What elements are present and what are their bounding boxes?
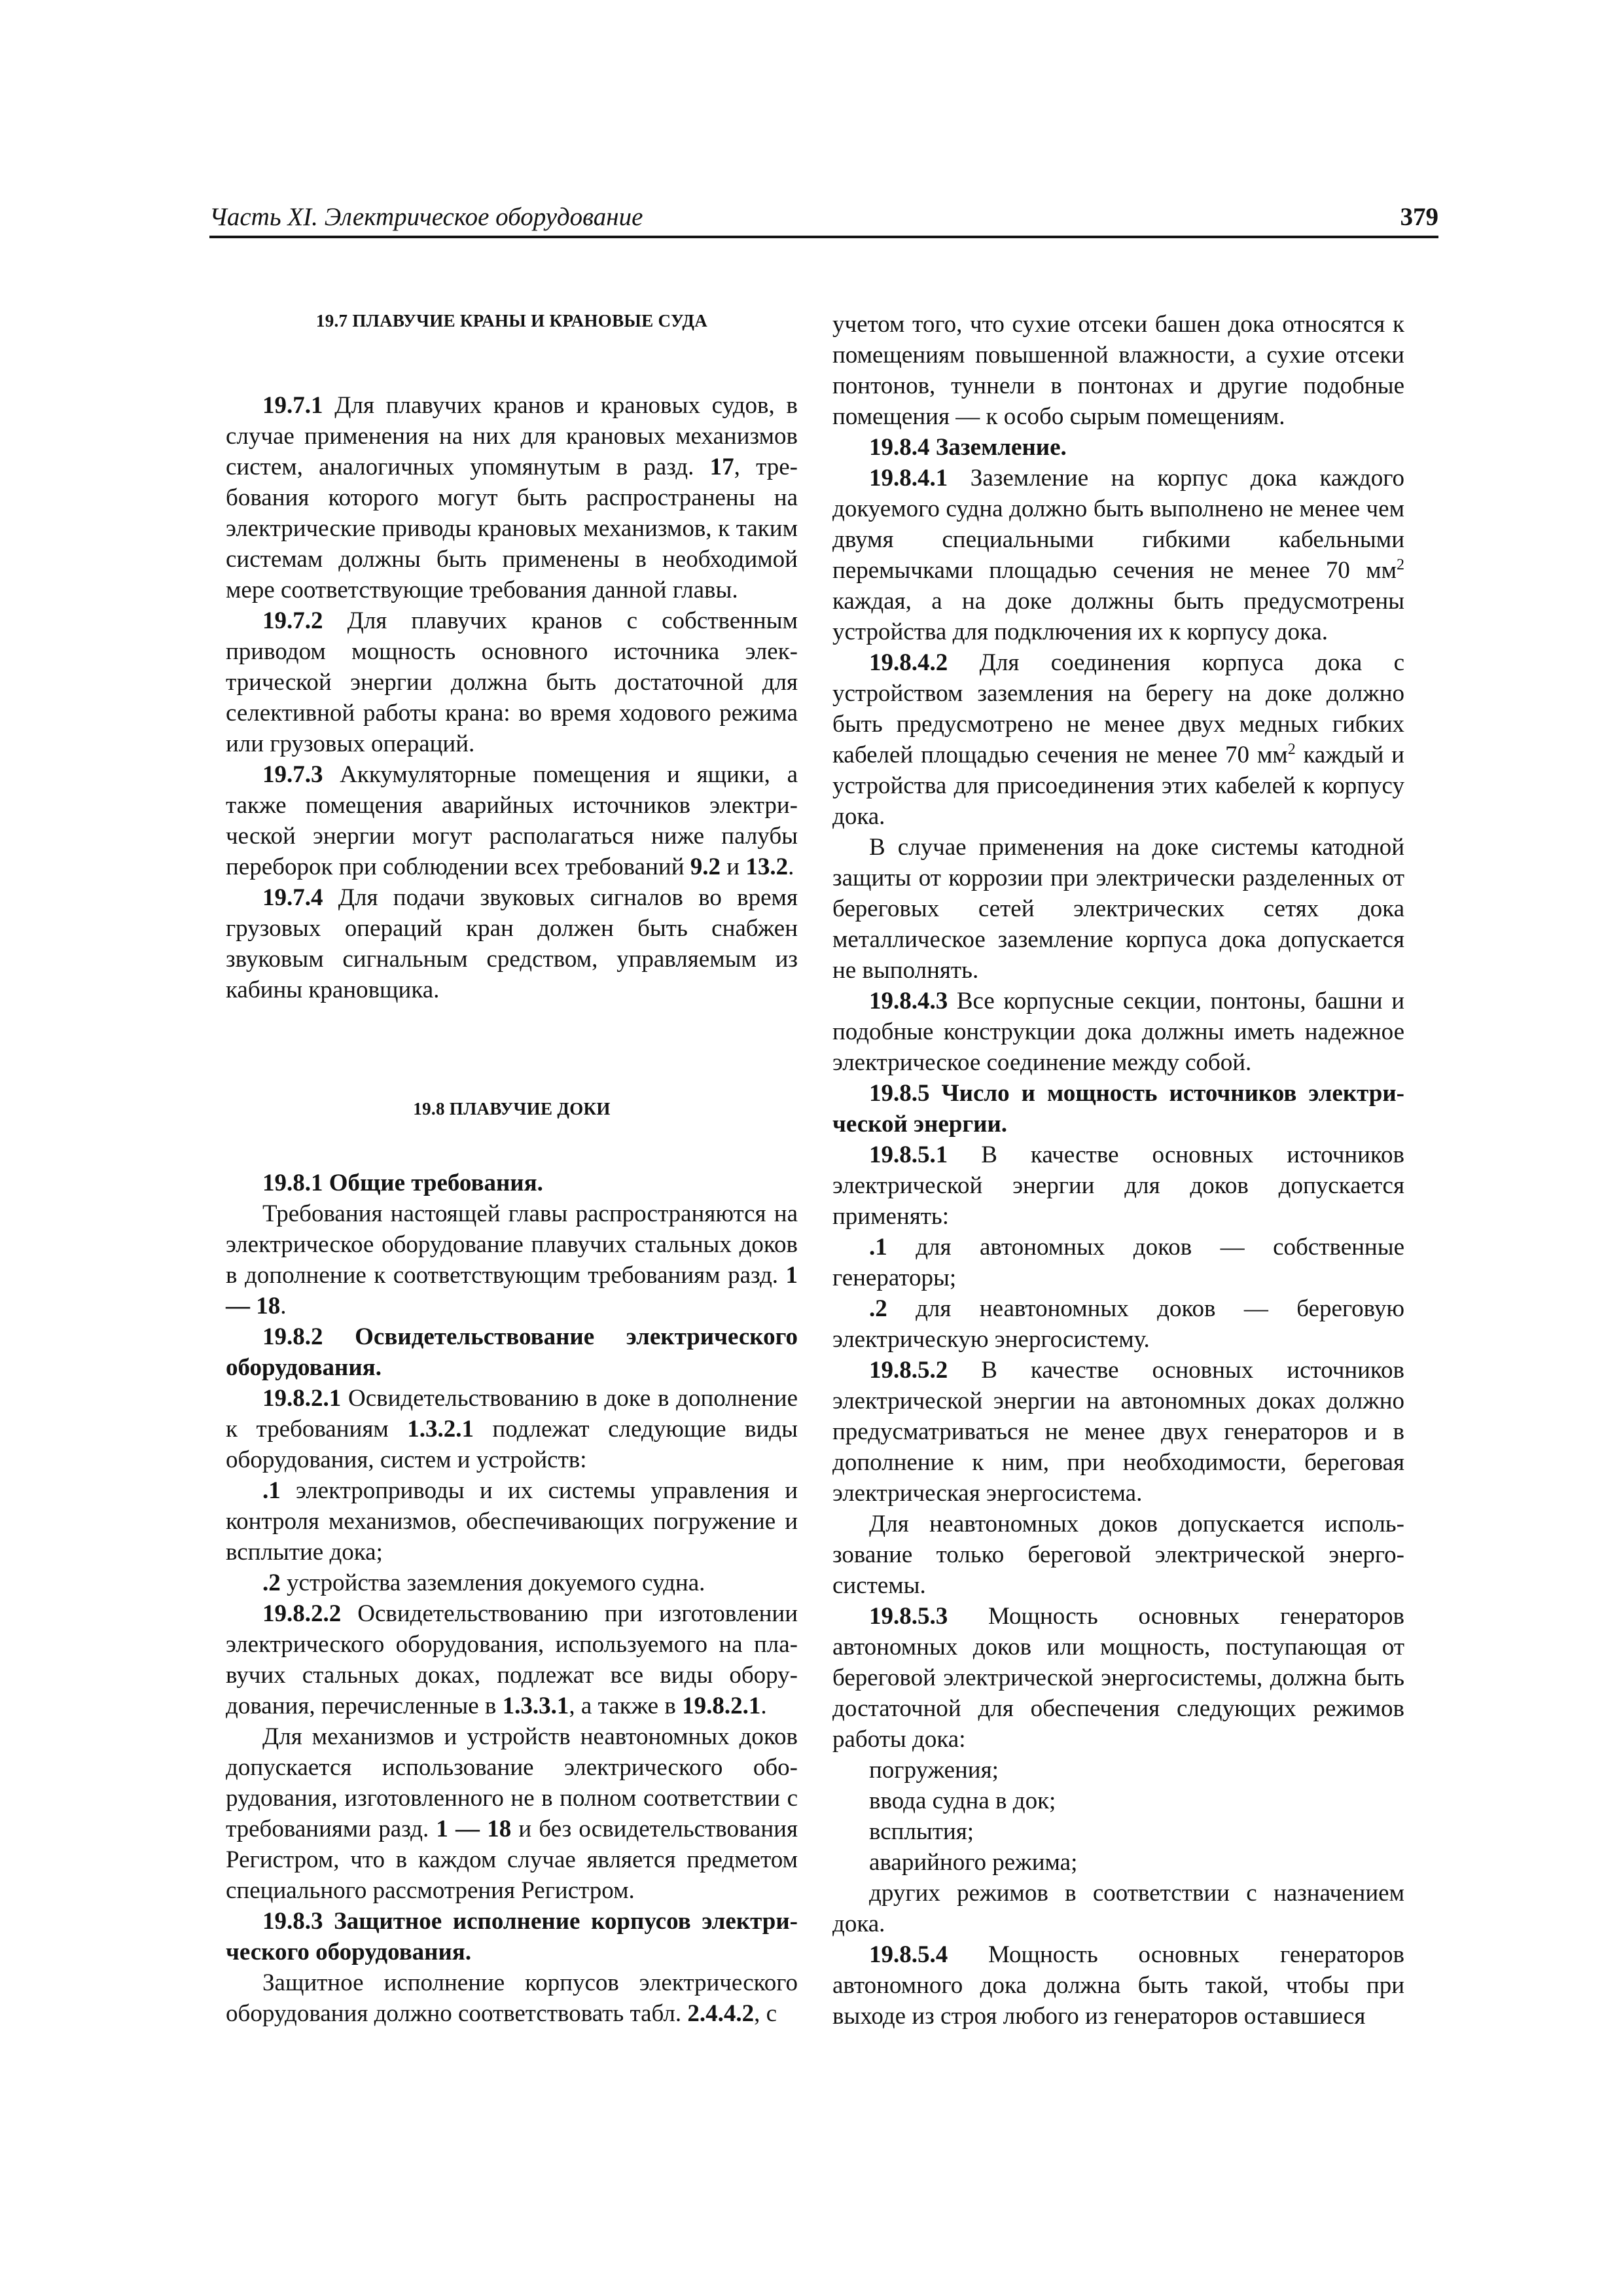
cross-reference: 19.8.2.1 (682, 1693, 761, 1719)
paragraph-19-8-5-2-body: Для неавтономных доков допускается использование только береговой электрической энергосистемы. (832, 1511, 1404, 1599)
superscript: 2 (1397, 556, 1404, 573)
running-header (209, 198, 1438, 238)
paragraph-19-8-5 (832, 1078, 1404, 1139)
clause-number: 19.8.4.2 (869, 649, 948, 676)
paragraph-19-8-1-body: Требования настоящей главы распространяются на электрическое оборудование плавучих стальных доков в дополнение к соответствующим требованиям разд. 1 — 18. (226, 1200, 798, 1319)
clause-number: 19.8.2.2 (262, 1600, 342, 1627)
clause-number: 19.8.5.3 (869, 1603, 948, 1630)
paragraph-19-8-2 (226, 1321, 798, 1383)
paragraph-19-7-1: 19.7.1 Для плавучих кранов и крановых судов, в случае применения на них для крановых механизмов систем, аналогичных упомянутым в разд. 17, требования которого могут быть распространены на электрические приводы крановых механизмов, к таким системам должны быть применены в необходимой мере соответствующие требования данной главы. (226, 392, 798, 603)
mode-item: всплытия; (869, 1818, 974, 1845)
cross-reference: 1 — 18 (226, 1262, 798, 1319)
clause-number: 19.7.4 (262, 884, 323, 911)
clause-title: Заземление. (929, 434, 1067, 461)
paragraph-19-8-2-2-body: Для механизмов и устройств неавтономных доков допускается использование электрического оборудования, изготовленного не в полном соответствии с требованиями разд. 1 — 18 и без освидетельствования Регистром, что в каждом случае является предметом специального рассмотрения Регистром. (226, 1723, 798, 1904)
clause-title: Защитное исполнение корпусов электрического оборудования. (226, 1908, 798, 1965)
paragraph-19-8-2-1: 19.8.2.1 Освидетельствованию в доке в дополнение к требованиям 1.3.2.1 подлежат следующие виды оборудования, систем и устройств: (226, 1385, 798, 1473)
paragraph-19-8-4-3: 19.8.4.3 Все корпусные секции, понтоны, башни и подобные конструкции дока должны иметь надежное электрическое соединение между собой. (832, 988, 1404, 1076)
paragraph-19-8-5-4: 19.8.5.4 Мощность основных генераторов автономного дока должна быть такой, чтобы при выходе из строя любого из генераторов оставшиеся (832, 1941, 1404, 2030)
paragraph-19-7-3: 19.7.3 Аккумуляторные помещения и ящики, а также помещения аварийных источников электрической энергии могут располагаться ниже палубы переборок при соблюдении всех требований 9.2 и 13.2. (226, 761, 798, 880)
clause-number: 19.8.2 (262, 1323, 323, 1350)
cross-reference: 13.2 (745, 853, 789, 880)
clause-number: 19.8.5.4 (869, 1941, 948, 1968)
cross-reference: 1.3.3.1 (502, 1693, 569, 1719)
section-heading-19-8: 19.8 ПЛАВУЧИЕ ДОКИ (413, 1099, 611, 1119)
clause-title: Освидетельствование электрического оборудования. (226, 1323, 798, 1381)
clause-number: 19.8.5 (869, 1080, 930, 1107)
list-marker: .2 (262, 1570, 281, 1596)
list-item: .2 устройства заземления докуемого судна. (262, 1570, 705, 1596)
paragraph-19-8-3-body: Защитное исполнение корпусов электрического оборудования должно соответствовать табл. 2.4.4.2, с (226, 1969, 798, 2027)
clause-number: 19.8.2.1 (262, 1385, 342, 1412)
paragraph-19-8-4-2-body: В случае применения на доке системы катодной защиты от коррозии при электрически разделенных от береговых сетей электрических сетях дока металлическое заземление корпуса дока допускается не выполнять. (832, 834, 1404, 984)
paragraph-19-8-4 (832, 432, 1404, 463)
cross-reference: 9.2 (690, 853, 721, 880)
paragraph-19-8-4-1: 19.8.4.1 Заземление на корпус дока каждого докуемого судна должно быть выполнено не менее чем двумя специальными гибкими кабельными перемычками площадью сечения не менее 70 $мм^2$ каждая, а на доке должны быть предусмотрены устройства для подключения их к корпусу дока. (832, 465, 1404, 645)
clause-number: 19.8.4.1 (869, 465, 948, 492)
list-item: .2 для неавтономных доков — береговую электрическую энергосистему. (832, 1295, 1404, 1353)
paragraph-19-8-3 (226, 1906, 798, 1967)
list-item: .1 электроприводы и их системы управления и контроля механизмов, обеспечивающих погружение и всплытие дока; (226, 1477, 798, 1566)
clause-title: Общие требования. (323, 1170, 543, 1196)
header-title: Часть XI. Электрическое оборудование (209, 203, 643, 231)
paragraph-19-8-5-2: 19.8.5.2 В качестве основных источников электрической энергии на автономных доках должно предусматриваться не менее двух генераторов и в дополнение к ним, при необходимости, береговая электрическая энергосистема. (832, 1357, 1404, 1507)
cross-reference: 2.4.4.2 (687, 2000, 755, 2027)
clause-number: 19.8.1 (262, 1170, 323, 1196)
clause-number: 19.7.2 (262, 607, 323, 634)
paragraph-19-8-2-2: 19.8.2.2 Освидетельствованию при изготовлении электрического оборудования, используемого на плавучих стальных доках, подлежат все виды оборудования, перечисленные в 1.3.3.1, а также в 19.8.2.1. (226, 1600, 798, 1719)
paragraph-19-8-4-2: 19.8.4.2 Для соединения корпуса дока с устройством заземления на берегу на доке должно быть предусмотрено не менее двух медных гибких кабелей площадью сечения не менее 70 $мм^2$ каждый и устройства для присоединения этих кабелей к корпусу дока. (832, 649, 1404, 830)
left-column (226, 308, 798, 2029)
section-heading-19-7: 19.7 ПЛАВУЧИЕ КРАНЫ И КРАНОВЫЕ СУДА (315, 311, 708, 331)
clause-number: 19.8.5.1 (869, 1141, 948, 1168)
list-marker: .2 (869, 1295, 887, 1322)
paragraph-19-7-2: 19.7.2 Для плавучих кранов с собственным приводом мощность основного источника электрической энергии должна быть достаточной для селективной работы крана: во время ходового режима или грузовых операций. (226, 607, 798, 757)
cross-reference: 1 — 18 (436, 1816, 512, 1842)
clause-number: 19.8.3 (262, 1908, 323, 1935)
cross-reference: 17 (709, 454, 734, 480)
clause-title: Число и мощность источников электрической энергии. (832, 1080, 1404, 1138)
list-item: .1 для автономных доков — собственные генераторы; (832, 1234, 1404, 1291)
page-number: 379 (1400, 203, 1438, 231)
mode-item: погружения; (869, 1757, 999, 1784)
mode-item: аварийного режима; (869, 1849, 1078, 1876)
clause-number: 19.8.4 (869, 434, 930, 461)
mode-item: других режимов в соответствии с назначением дока. (832, 1880, 1404, 1937)
clause-number: 19.7.3 (262, 761, 323, 788)
paragraph-19-8-5-1: 19.8.5.1 В качестве основных источников электрической энергии для доков допускается применять: (832, 1141, 1404, 1230)
clause-number: 19.7.1 (262, 392, 323, 419)
mode-item: ввода судна в док; (869, 1787, 1056, 1814)
paragraph-continuation: учетом того, что сухие отсеки башен дока относятся к помещениям повышенной влажности, а сухие отсеки понтонов, туннели в понтонах и другие подобные помещения — к особо сырым помещениям. (832, 311, 1404, 430)
superscript: 2 (1287, 741, 1296, 758)
list-marker: .1 (869, 1234, 887, 1261)
list-marker: .1 (262, 1477, 281, 1504)
cross-reference: 1.3.2.1 (407, 1416, 474, 1443)
paragraph-19-7-4: 19.7.4 Для подачи звуковых сигналов во время грузовых операций кран должен быть снабжен звуковым сигнальным средством, управляемым из кабины крановщика. (226, 884, 798, 1003)
right-column (832, 309, 1404, 2032)
clause-number: 19.8.5.2 (869, 1357, 948, 1384)
paragraph-19-8-1 (226, 1168, 798, 1198)
paragraph-19-8-5-3: 19.8.5.3 Мощность основных генераторов автономных доков или мощность, поступающая от береговой электрической энергосистемы, должна быть достаточной для обеспечения следующих режимов работы дока: (832, 1603, 1404, 1753)
clause-number: 19.8.4.3 (869, 988, 948, 1014)
